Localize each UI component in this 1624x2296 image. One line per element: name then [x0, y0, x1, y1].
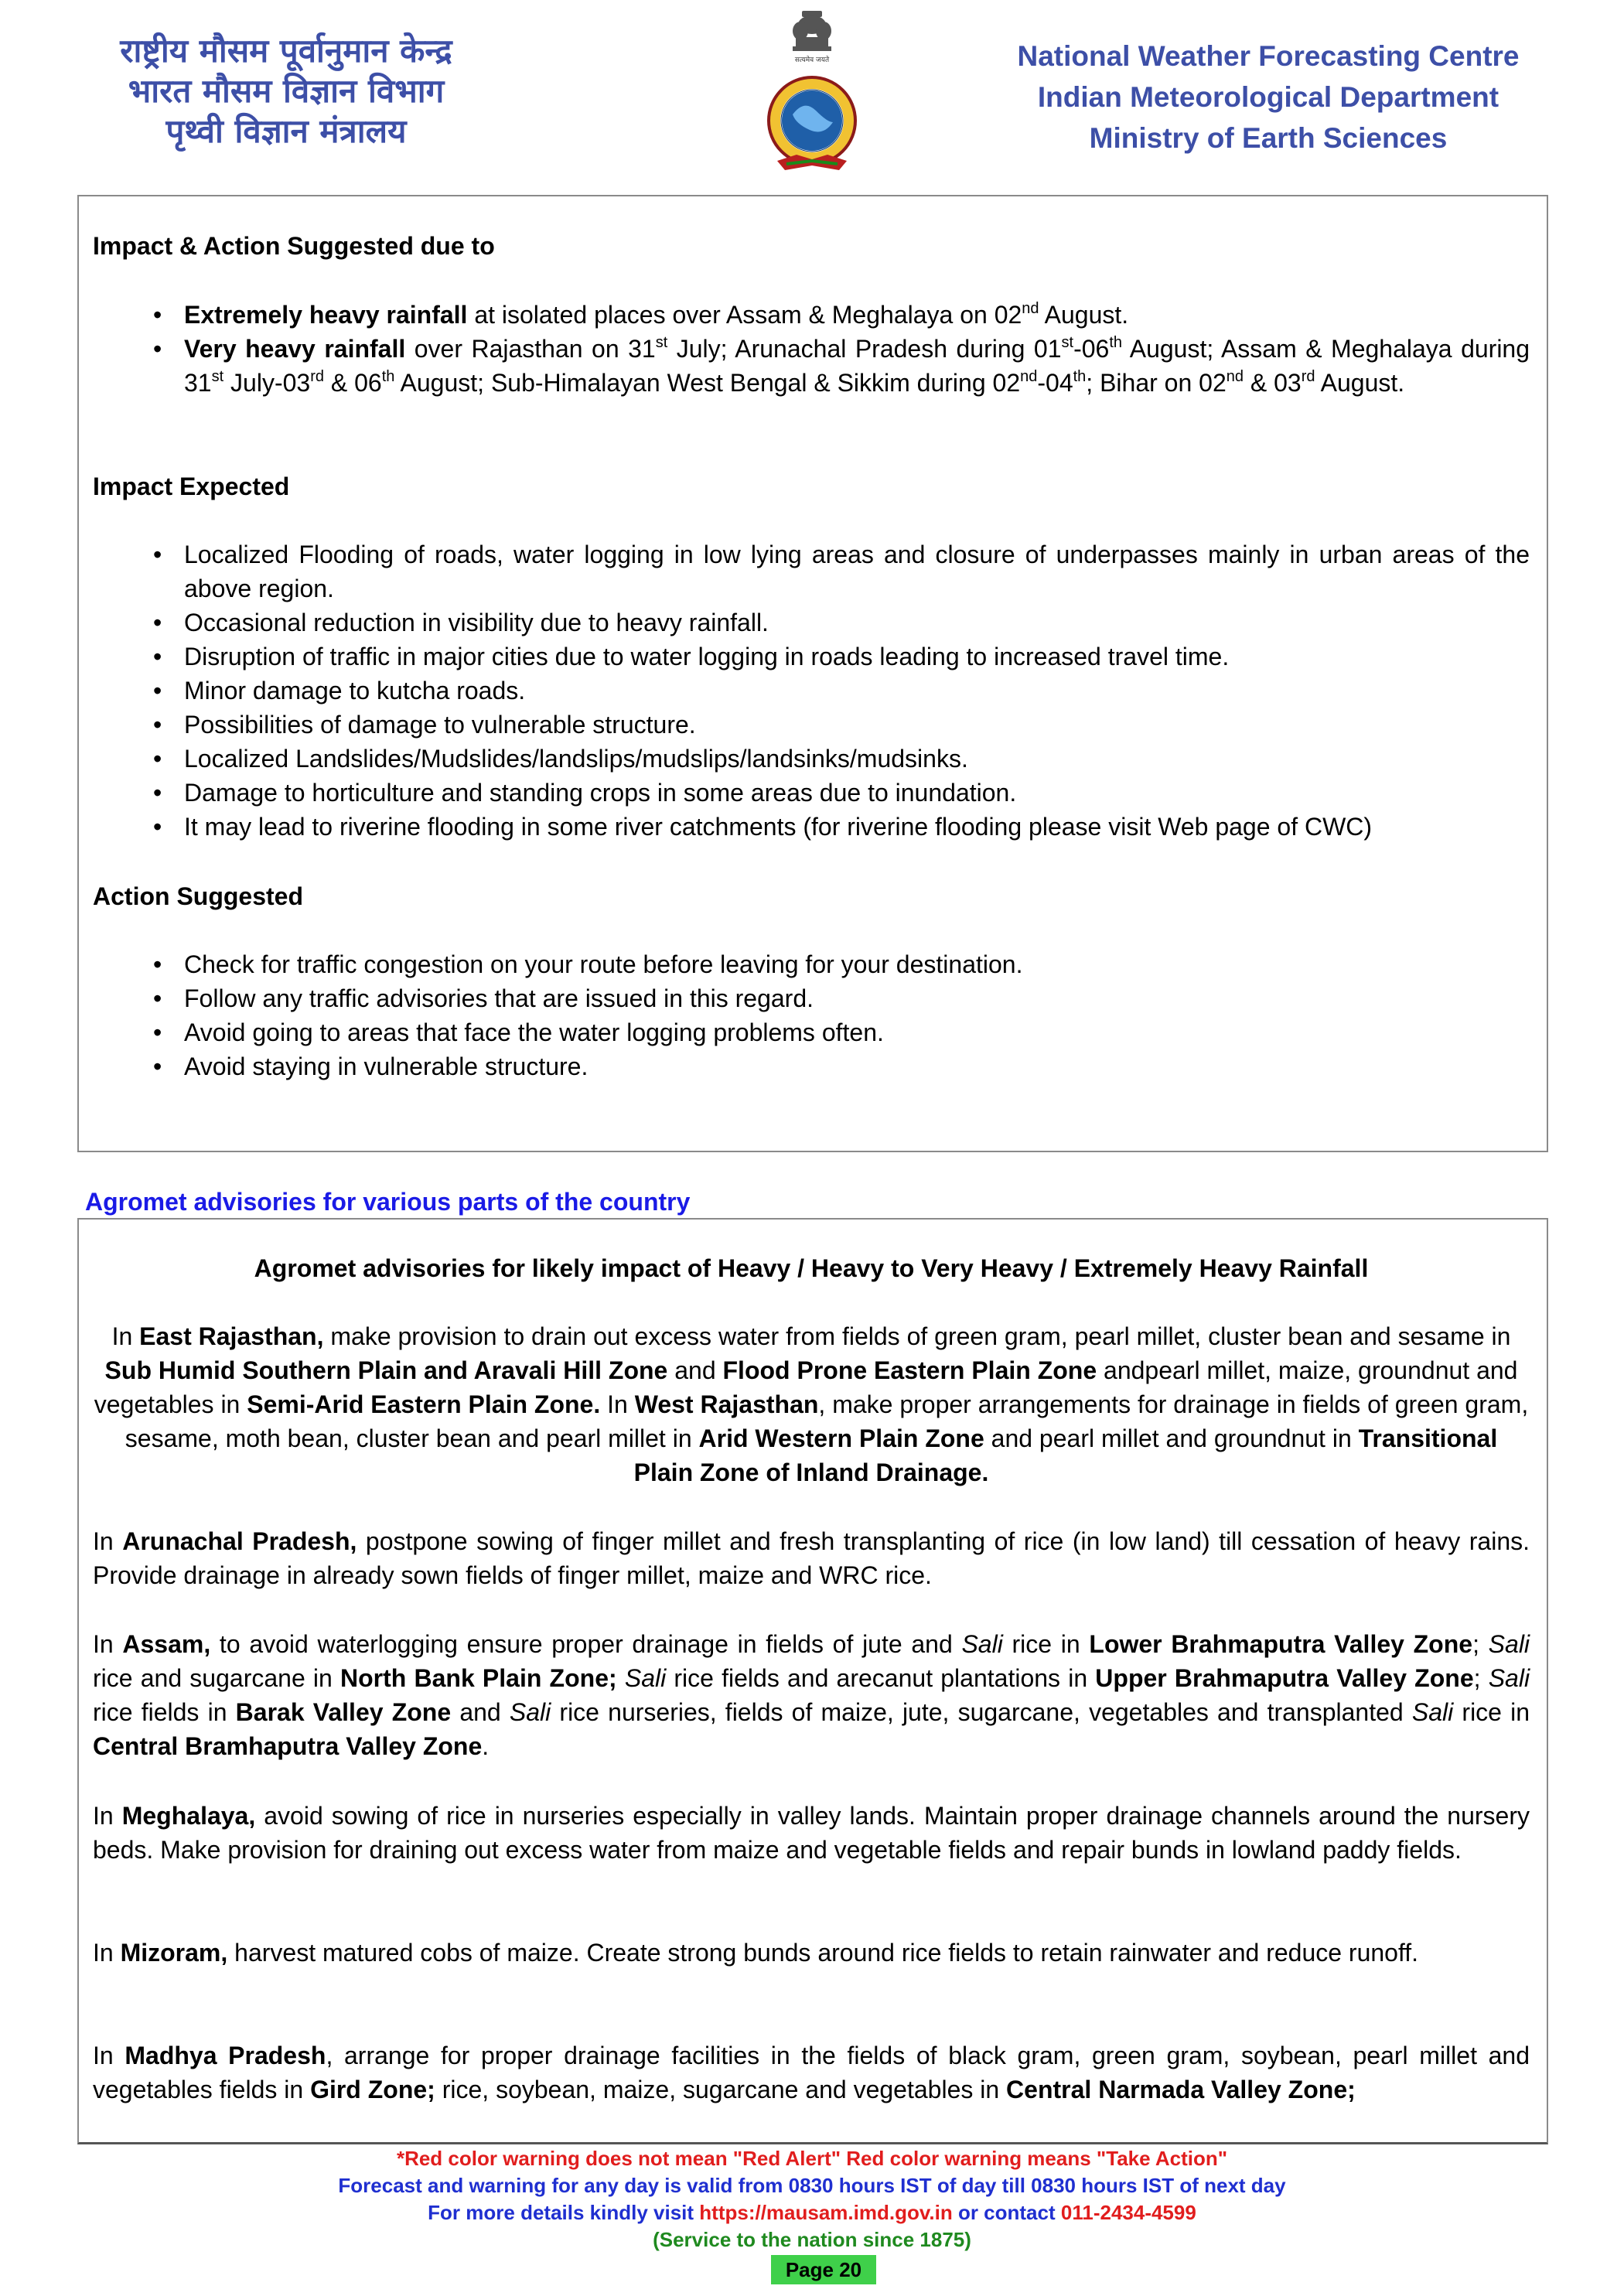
action-suggested-item: • Avoid staying in vulnerable structure. — [184, 1049, 1530, 1083]
advisory-meghalaya: In Meghalaya, avoid sowing of rice in nurseries especially in valley lands. Maintain proper drainage channels around the nursery beds. Make provision for draining out excess water from maize and vegetable fields and repair bunds in lowland paddy fields. — [93, 1802, 1530, 1864]
header-english-line: National Weather Forecasting Centre — [1017, 40, 1520, 72]
impact-expected-item: • Damage to horticulture and standing crops in some areas due to inundation. — [184, 776, 1530, 810]
agromet-section-title: Agromet advisories for various parts of the country — [85, 1188, 691, 1216]
header-english-line: Ministry of Earth Sciences — [1089, 122, 1448, 154]
header-hindi-line: भारत मौसम विज्ञान विभाग — [128, 72, 445, 110]
impact-expected-item: • It may lead to riverine flooding in some river catchments (for riverine flooding please visit Web page of CWC) — [184, 810, 1530, 844]
footer-red-warning-note: *Red color warning does not mean "Red Alert" Red color warning means "Take Action" — [396, 2147, 1228, 2170]
advisory-rajasthan: In East Rajasthan, make provision to drain out excess water from fields of green gram, pearl millet, cluster bean and sesame in Sub Humid Southern Plain and Aravali Hill Zone and Flood Prone Eastern Plain Zone andpearl millet, maize, groundnut and vegetables in Semi-Arid Eastern Plain Zone. In West Rajasthan, make proper arrangements for drainage in fields of green gram, sesame, moth bean, cluster bean and pearl millet in Arid Western Plain Zone and pearl millet and groundnut in Transitional Plain Zone of Inland Drainage. — [94, 1322, 1529, 1486]
header-hindi-block — [70, 31, 503, 152]
action-suggested-item: • Check for traffic congestion on your route before leaving for your destination. — [184, 947, 1530, 981]
footer-contact-line — [0, 2199, 1624, 2226]
rainfall-warning-item: • Extremely heavy rainfall at isolated places over Assam & Meghalaya on 02nd August. — [184, 298, 1530, 332]
rainfall-warning-item: • Very heavy rainfall over Rajasthan on 31st July; Arunachal Pradesh during 01st-06th August; Assam & Meghalaya during 31st July-03rd & 06th August; Sub-Himalayan West Bengal & Sikkim during 02nd-04th; Bihar on 02nd & 03rd August. — [184, 332, 1530, 400]
footer-service-note: (Service to the nation since 1875) — [653, 2228, 971, 2251]
advisory-madhya-pradesh: In Madhya Pradesh, arrange for proper drainage facilities in the fields of black gram, green gram, soybean, pearl millet and vegetables fields in Gird Zone; rice, soybean, maize, sugarcane and vegetables in Central Narmada Valley Zone; — [93, 2042, 1530, 2103]
impact-action-title: Impact & Action Suggested due to — [93, 232, 495, 260]
action-suggested-list — [93, 947, 1530, 1083]
action-suggested-heading: Action Suggested — [93, 882, 304, 910]
impact-expected-item: • Occasional reduction in visibility due to heavy rainfall. — [184, 606, 1530, 640]
action-suggested-item: • Avoid going to areas that face the water logging problems often. — [184, 1015, 1530, 1049]
page-number-badge: Page 20 — [771, 2255, 876, 2284]
impact-expected-item: • Possibilities of damage to vulnerable structure. — [184, 708, 1530, 742]
footer-contact-mid: or contact — [957, 2201, 1056, 2224]
footer-validity-note: Forecast and warning for any day is valid from 0830 hours IST of day till 0830 hours IST of next day — [338, 2174, 1286, 2197]
advisory-arunachal: In Arunachal Pradesh, postpone sowing of finger millet and fresh transplanting of rice (in low land) till cessation of heavy rains. Provide drainage in already sown fields of finger millet, maize and WRC rice. — [93, 1527, 1530, 1589]
svg-text:सत्यमेव जयते: सत्यमेव जयते — [794, 56, 830, 64]
imd-emblem-icon — [762, 6, 862, 186]
advisory-assam: In Assam, to avoid waterlogging ensure proper drainage in fields of jute and Sali rice in Lower Brahmaputra Valley Zone; Sali rice and sugarcane in North Bank Plain Zone; Sali rice fields and arecanut plantations in Upper Brahmaputra Valley Zone; Sali rice fields in Barak Valley Zone and Sali rice nurseries, fields of maize, jute, sugarcane, vegetables and transplanted Sali rice in Central Bramhaputra Valley Zone. — [93, 1630, 1530, 1760]
impact-expected-item: • Disruption of traffic in major cities due to water logging in roads leading to increased travel time. — [184, 640, 1530, 674]
footer-phone-number: 011-2434-4599 — [1060, 2201, 1196, 2224]
impact-expected-heading: Impact Expected — [93, 473, 290, 500]
impact-expected-list — [93, 537, 1530, 844]
impact-expected-item: • Localized Flooding of roads, water logging in low lying areas and closure of underpasses mainly in urban areas of the above region. — [184, 537, 1530, 606]
header-english-line: Indian Meteorological Department — [1037, 81, 1499, 113]
agromet-box-title: Agromet advisories for likely impact of Heavy / Heavy to Very Heavy / Extremely Heavy Rainfall — [254, 1254, 1369, 1282]
impact-expected-item: • Minor damage to kutcha roads. — [184, 674, 1530, 708]
advisory-mizoram: In Mizoram, harvest matured cobs of maize. Create strong bunds around rice fields to retain rainwater and reduce runoff. — [93, 1939, 1419, 1967]
footer-website-link[interactable]: https://mausam.imd.gov.in — [699, 2201, 953, 2224]
footer-contact-prefix: For more details kindly visit — [428, 2201, 694, 2224]
header-hindi-line: पृथ्वी विज्ञान मंत्रालय — [165, 112, 407, 150]
header-english-block — [982, 36, 1554, 159]
action-suggested-item: • Follow any traffic advisories that are issued in this regard. — [184, 981, 1530, 1015]
page-header — [0, 0, 1624, 193]
rainfall-warning-list — [93, 298, 1530, 400]
header-hindi-line: राष्ट्रीय मौसम पूर्वानुमान केन्द्र — [120, 32, 452, 70]
impact-expected-item: • Localized Landslides/Mudslides/landslips/mudslips/landsinks/mudsinks. — [184, 742, 1530, 776]
